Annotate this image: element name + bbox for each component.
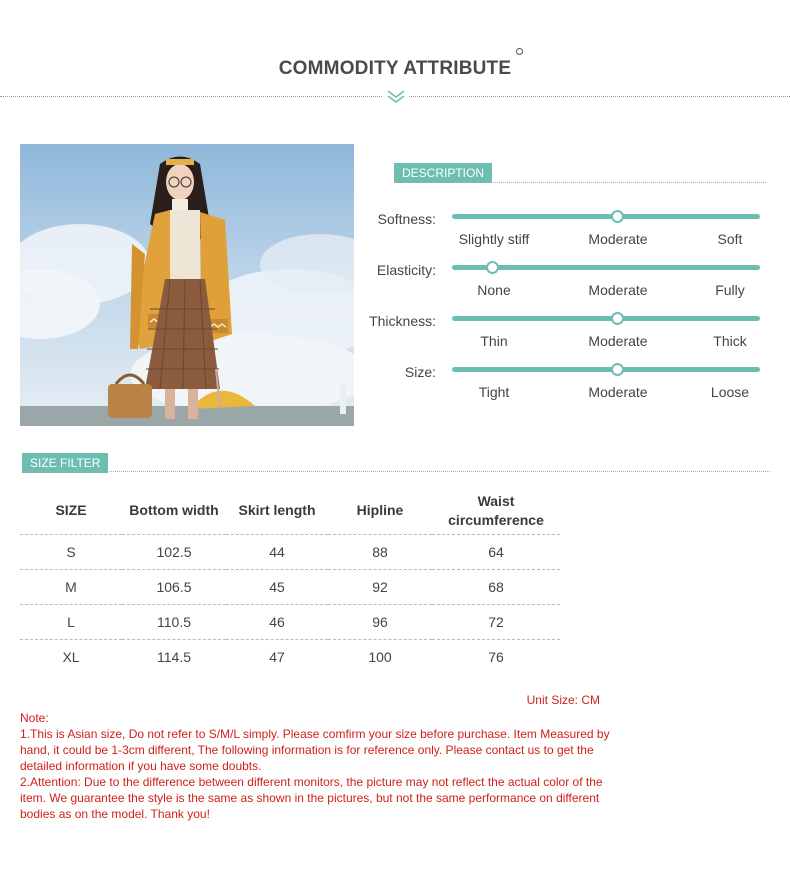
thickness-slider-knob: [611, 312, 624, 325]
thickness-slider-track: [452, 316, 760, 321]
size-option-low: Tight: [478, 384, 510, 400]
attribute-label-elasticity: Elasticity:: [376, 262, 436, 278]
table-cell: 76: [488, 648, 504, 665]
size-filter-divider: [22, 471, 770, 472]
description-divider: [394, 182, 766, 183]
page-title: COMMODITY ATTRIBUTE: [278, 58, 512, 79]
size-slider-knob: [611, 363, 624, 376]
table-cell: 45: [226, 569, 328, 604]
table-cell: 46: [226, 604, 328, 639]
table-cell: 68: [432, 569, 560, 604]
elasticity-slider-knob: [486, 261, 499, 274]
column-header-size: SIZE: [20, 488, 122, 534]
table-cell: 64: [432, 534, 560, 569]
table-header-row: [20, 488, 560, 534]
size-note: [20, 710, 610, 822]
column-header-hipline: Hipline: [328, 488, 432, 534]
table-cell: 44: [226, 534, 328, 569]
product-photo: [20, 144, 354, 426]
chevron-down-icon: [383, 88, 409, 104]
column-header-bottom-width: Bottom width: [122, 488, 226, 534]
table-cell: S: [20, 534, 122, 569]
size-filter-tab: SIZE FILTER: [22, 453, 108, 473]
elasticity-option-low: None: [477, 282, 511, 298]
thickness-option-low: Thin: [480, 333, 508, 349]
section-header: [0, 40, 790, 110]
column-header-waist: Waist circumference: [432, 488, 560, 534]
size-option-mid: Moderate: [588, 384, 648, 400]
elasticity-option-high: Fully: [715, 282, 745, 298]
attribute-label-size: Size:: [404, 364, 436, 380]
table-row: [20, 604, 560, 639]
note-heading: Note:: [20, 711, 49, 725]
unit-size-label: Unit Size: CM: [526, 693, 600, 707]
table-cell: L: [20, 604, 122, 639]
size-slider-track: [452, 367, 760, 372]
table-cell: M: [20, 569, 122, 604]
softness-option-low: Slightly stiff: [458, 231, 530, 247]
table-cell: 88: [328, 534, 432, 569]
table-cell: 106.5: [122, 569, 226, 604]
softness-slider-knob: [611, 210, 624, 223]
attribute-label-thickness: Thickness:: [369, 313, 436, 329]
softness-option-mid: Moderate: [588, 231, 648, 247]
note-line-1: 1.This is Asian size, Do not refer to S/M/L simply. Please comfirm your size before purchase. Item Measured by hand, it could be 1-3cm different, The following information is for reference only. Please contact us to get the detailed information if you have some doubts.: [20, 727, 610, 773]
thickness-option-mid: Moderate: [588, 333, 648, 349]
description-tab: DESCRIPTION: [394, 163, 492, 183]
table-cell: 96: [328, 604, 432, 639]
table-row: [20, 569, 560, 604]
table-cell: 114.5: [157, 648, 191, 665]
table-cell: 92: [328, 569, 432, 604]
table-cell: 100: [368, 648, 392, 665]
table-row: [20, 639, 560, 674]
table-cell: 110.5: [122, 604, 226, 639]
thickness-option-high: Thick: [713, 333, 747, 349]
elasticity-option-mid: Moderate: [588, 282, 648, 298]
table-row: [20, 534, 560, 569]
table-cell: 72: [432, 604, 560, 639]
table-cell: 102.5: [122, 534, 226, 569]
table-cell: 47: [269, 648, 285, 665]
softness-option-high: Soft: [717, 231, 743, 247]
size-table: [20, 488, 560, 674]
attribute-label-softness: Softness:: [377, 211, 436, 227]
column-header-skirt-length: Skirt length: [226, 488, 328, 534]
softness-slider-track: [452, 214, 760, 219]
table-cell: XL: [62, 648, 80, 665]
size-option-high: Loose: [710, 384, 750, 400]
circle-icon: [516, 48, 523, 55]
note-line-2: 2.Attention: Due to the difference between different monitors, the picture may not reflect the actual color of the item. We guarantee the style is the same as shown in the pictures, but not the same performance on different bodies as on the model. Thank you!: [20, 775, 603, 821]
